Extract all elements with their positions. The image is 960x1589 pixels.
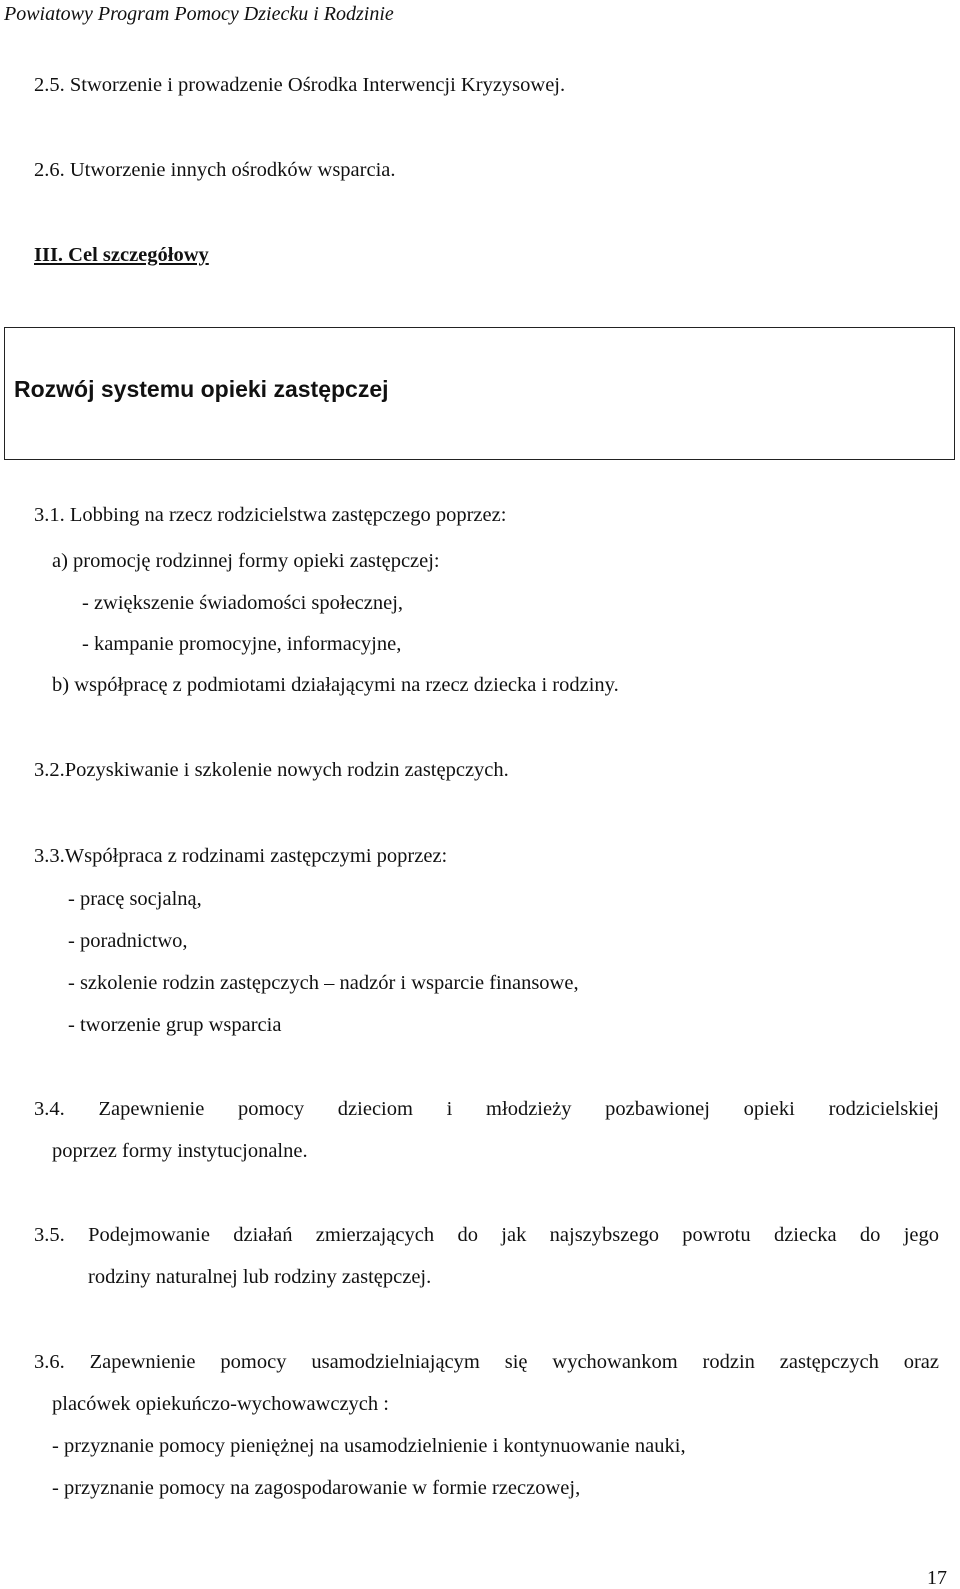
item-3-6-line-1: 3.6. Zapewnienie pomocy usamodzielniającym się wychowankom rodzin zastępczych oraz — [34, 1351, 939, 1373]
item-3-1-a-1: - zwiększenie świadomości społecznej, — [82, 592, 404, 614]
item-3-2: 3.2.Pozyskiwanie i szkolenie nowych rodzin zastępczych. — [34, 759, 509, 781]
item-3-3-d: - tworzenie grup wsparcia — [68, 1014, 282, 1036]
item-3-6-line-2: placówek opiekuńczo-wychowawczych : — [52, 1393, 389, 1415]
item-2-6: 2.6. Utworzenie innych ośrodków wsparcia. — [34, 159, 396, 181]
item-3-6-b: - przyznanie pomocy na zagospodarowanie w formie rzeczowej, — [52, 1477, 581, 1499]
section-heading: III. Cel szczegółowy — [34, 244, 209, 266]
item-3-1-b: b) współpracę z podmiotami działającymi na rzecz dziecka i rodziny. — [52, 674, 619, 696]
page-header: Powiatowy Program Pomocy Dziecku i Rodzinie — [4, 3, 394, 25]
item-3-1-a: a) promocję rodzinnej formy opieki zastępczej: — [52, 550, 440, 572]
page-number: 17 — [927, 1567, 947, 1589]
item-3-3-c: - szkolenie rodzin zastępczych – nadzór i wsparcie finansowe, — [68, 972, 579, 994]
item-3-3-b: - poradnictwo, — [68, 930, 188, 952]
item-3-5-line-2: rodziny naturalnej lub rodziny zastępczej. — [88, 1266, 432, 1288]
item-3-3: 3.3.Współpraca z rodzinami zastępczymi poprzez: — [34, 845, 448, 867]
section-box-title: Rozwój systemu opieki zastępczej — [14, 376, 389, 402]
section-title-box — [4, 327, 955, 460]
item-3-5-line-1: 3.5. Podejmowanie działań zmierzających do jak najszybszego powrotu dziecka do jego — [34, 1224, 939, 1246]
item-3-1: 3.1. Lobbing na rzecz rodzicielstwa zastępczego poprzez: — [34, 504, 507, 526]
item-3-4-line-1: 3.4. Zapewnienie pomocy dzieciom i młodzieży pozbawionej opieki rodzicielskiej — [34, 1098, 939, 1120]
item-3-1-a-2: - kampanie promocyjne, informacyjne, — [82, 633, 402, 655]
item-3-6-a: - przyznanie pomocy pieniężnej na usamodzielnienie i kontynuowanie nauki, — [52, 1435, 686, 1457]
item-3-3-a: - pracę socjalną, — [68, 888, 202, 910]
item-3-4-line-2: poprzez formy instytucjonalne. — [52, 1140, 308, 1162]
item-2-5: 2.5. Stworzenie i prowadzenie Ośrodka Interwencji Kryzysowej. — [34, 74, 566, 96]
